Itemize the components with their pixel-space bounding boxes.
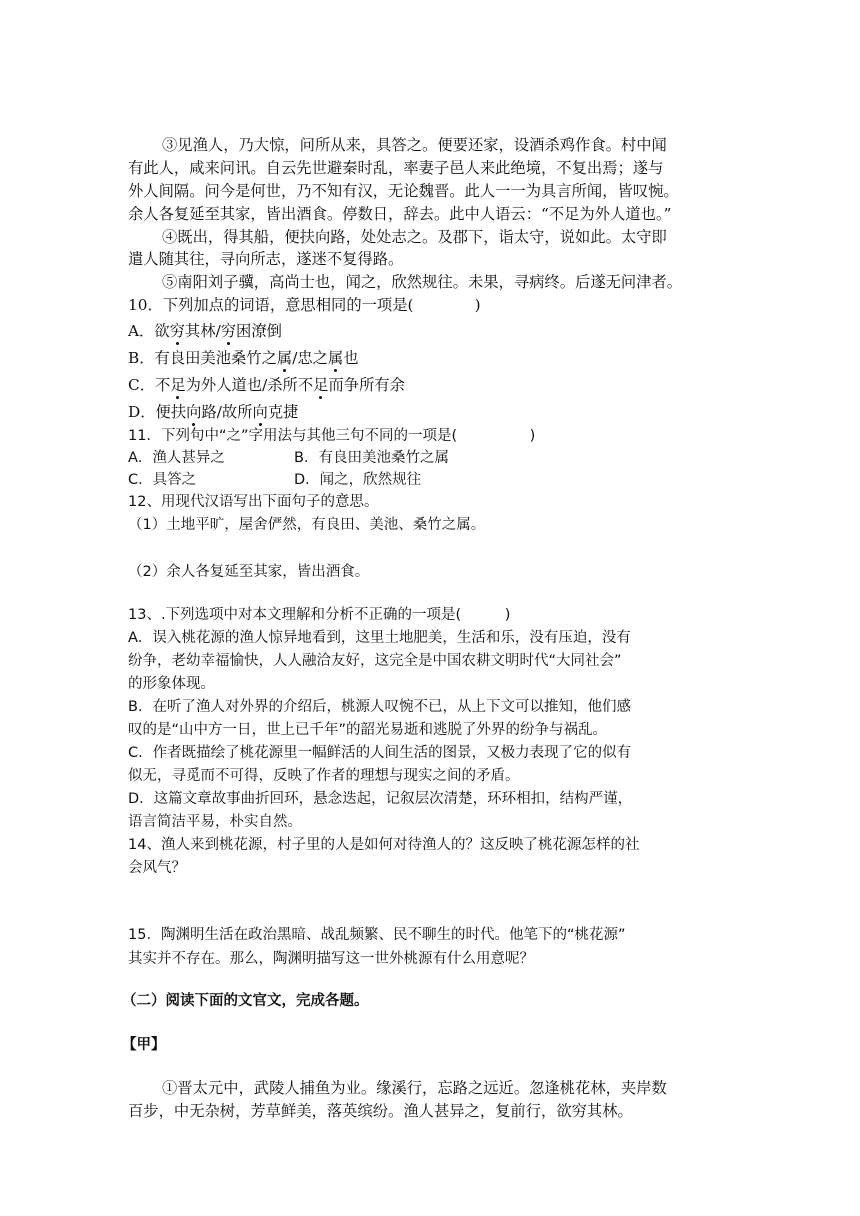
text-line: 遣人随其往，寻向所志，遂迷不复得路。 [128,250,404,268]
emphasis-dot-word: 向 [186,403,202,421]
question-10-stem: 10．下列加点的词语，意思相同的一项是( ) [128,296,481,314]
question-13-option-a-line: 的形象体现。 [128,676,215,692]
question-15-line: 15．陶渊明生活在政治黑暗、战乱频繁、民不聊生的时代。他笔下的“桃花源” [128,927,626,943]
emphasis-dot-word: 属 [327,349,344,367]
question-10-option-c: C．不足为外人道也/杀所不足而争所有余 [128,376,405,394]
question-13-option-b-line: 叹的是“山中方一日，世上已千年”的韶光易逝和逃脱了外界的纷争与祸乱。 [128,722,608,738]
question-13-option-a-line: A．误入桃花源的渔人惊异地看到，这里土地肥美，生活和乐，没有压迫，没有 [128,630,631,646]
question-12-sentence-2: （2）余人各复延至其家，皆出酒食。 [128,564,370,580]
question-11-stem: 11．下列句中“之”字用法与其他三句不同的一项是( ) [128,428,536,444]
question-11-option-d: D．闻之，欣然规往 [294,472,422,488]
text-line: ①晋太元中，武陵人捕鱼为业。缘溪行，忘路之远近。忽逢桃花林，夹岸数 [162,1079,667,1097]
question-11-option-a: A．渔人甚异之 [128,450,225,466]
question-14-line: 14、渔人来到桃花源，村子里的人是如何对待渔人的？这反映了桃花源怎样的社 [128,837,640,853]
emphasis-dot-word: 向 [252,403,268,421]
emphasis-dot-word: 足 [313,376,329,394]
text-line: 余人各复延至其家，皆出酒食。停数日，辞去。此中人语云：“不足为外人道也。” [128,205,672,223]
text-line: ⑤南阳刘子骥，高尚士也，闻之，欣然规往。未果，寻病终。后遂无问津者。 [162,273,683,291]
question-12-sentence-1: （1）土地平旷，屋舍俨然，有良田、美池、桑竹之属。 [128,517,486,533]
question-13-option-a-line: 纷争，老幼幸福愉快，人人融洽友好，这完全是中国农耕文明时代“大同社会” [128,653,622,669]
question-13-option-d-line: D．这篇文章故事曲折回环，悬念迭起，记叙层次清楚，环环相扣，结构严谨， [128,791,633,807]
question-10-option-b: B．有良田美池桑竹之属/忠之属也 [128,349,359,367]
question-11-option-c: C．具答之 [128,472,197,488]
question-12-stem: 12、用现代汉语写出下面句子的意思。 [128,494,379,510]
question-13-option-d-line: 语言简洁平易，朴实自然。 [128,814,302,830]
emphasis-dot-word: 足 [170,376,186,394]
question-14-line: 会风气？ [128,860,186,876]
emphasis-dot-word: 穷 [220,322,237,340]
question-10-option-a: A．欲穷其林/穷困潦倒 [128,322,282,340]
question-13-option-c-line: C．作者既描绘了桃花源里一幅鲜活的人间生活的图景，又极力表现了它的似有 [128,745,632,761]
question-10-option-d: D．便扶向路/故所向克捷 [128,403,299,421]
section-heading: （二）阅读下面的文官文，完成各题。 [122,993,369,1009]
emphasis-dot-word: 属 [276,349,293,367]
text-line: 外人间隔。问今是何世，乃不知有汉，无论魏晋。此人一一为具言所闻，皆叹惋。 [128,182,679,200]
question-11-option-b: B．有良田美池桑竹之属 [294,450,449,466]
subsection-label: 【甲】 [122,1037,166,1053]
text-line: 百步，中无杂树，芳草鲜美，落英缤纷。渔人甚异之，复前行，欲穷其林。 [128,1102,633,1120]
question-13-option-b-line: B．在听了渔人对外界的介绍后，桃源人叹惋不已，从上下文可以推知，他们感 [128,699,631,715]
question-13-stem: 13、.下列选项中对本文理解和分析不正确的一项是( ) [128,607,511,623]
question-15-line: 其实并不存在。那么，陶渊明描写这一世外桃源有什么用意呢？ [128,951,534,967]
text-line: 有此人，咸来问讯。自云先世避秦时乱，率妻子邑人来此绝境，不复出焉；遂与 [128,159,664,177]
text-line: ③见渔人，乃大惊，问所从来，具答之。便要还家，设酒杀鸡作食。村中闻 [162,136,667,154]
emphasis-dot-word: 穷 [169,322,185,340]
text-line: ④既出，得其船，便扶向路，处处志之。及郡下，诣太守，说如此。太守即 [162,228,667,246]
question-13-option-c-line: 似无，寻觅而不可得，反映了作者的理想与现实之间的矛盾。 [128,768,520,784]
